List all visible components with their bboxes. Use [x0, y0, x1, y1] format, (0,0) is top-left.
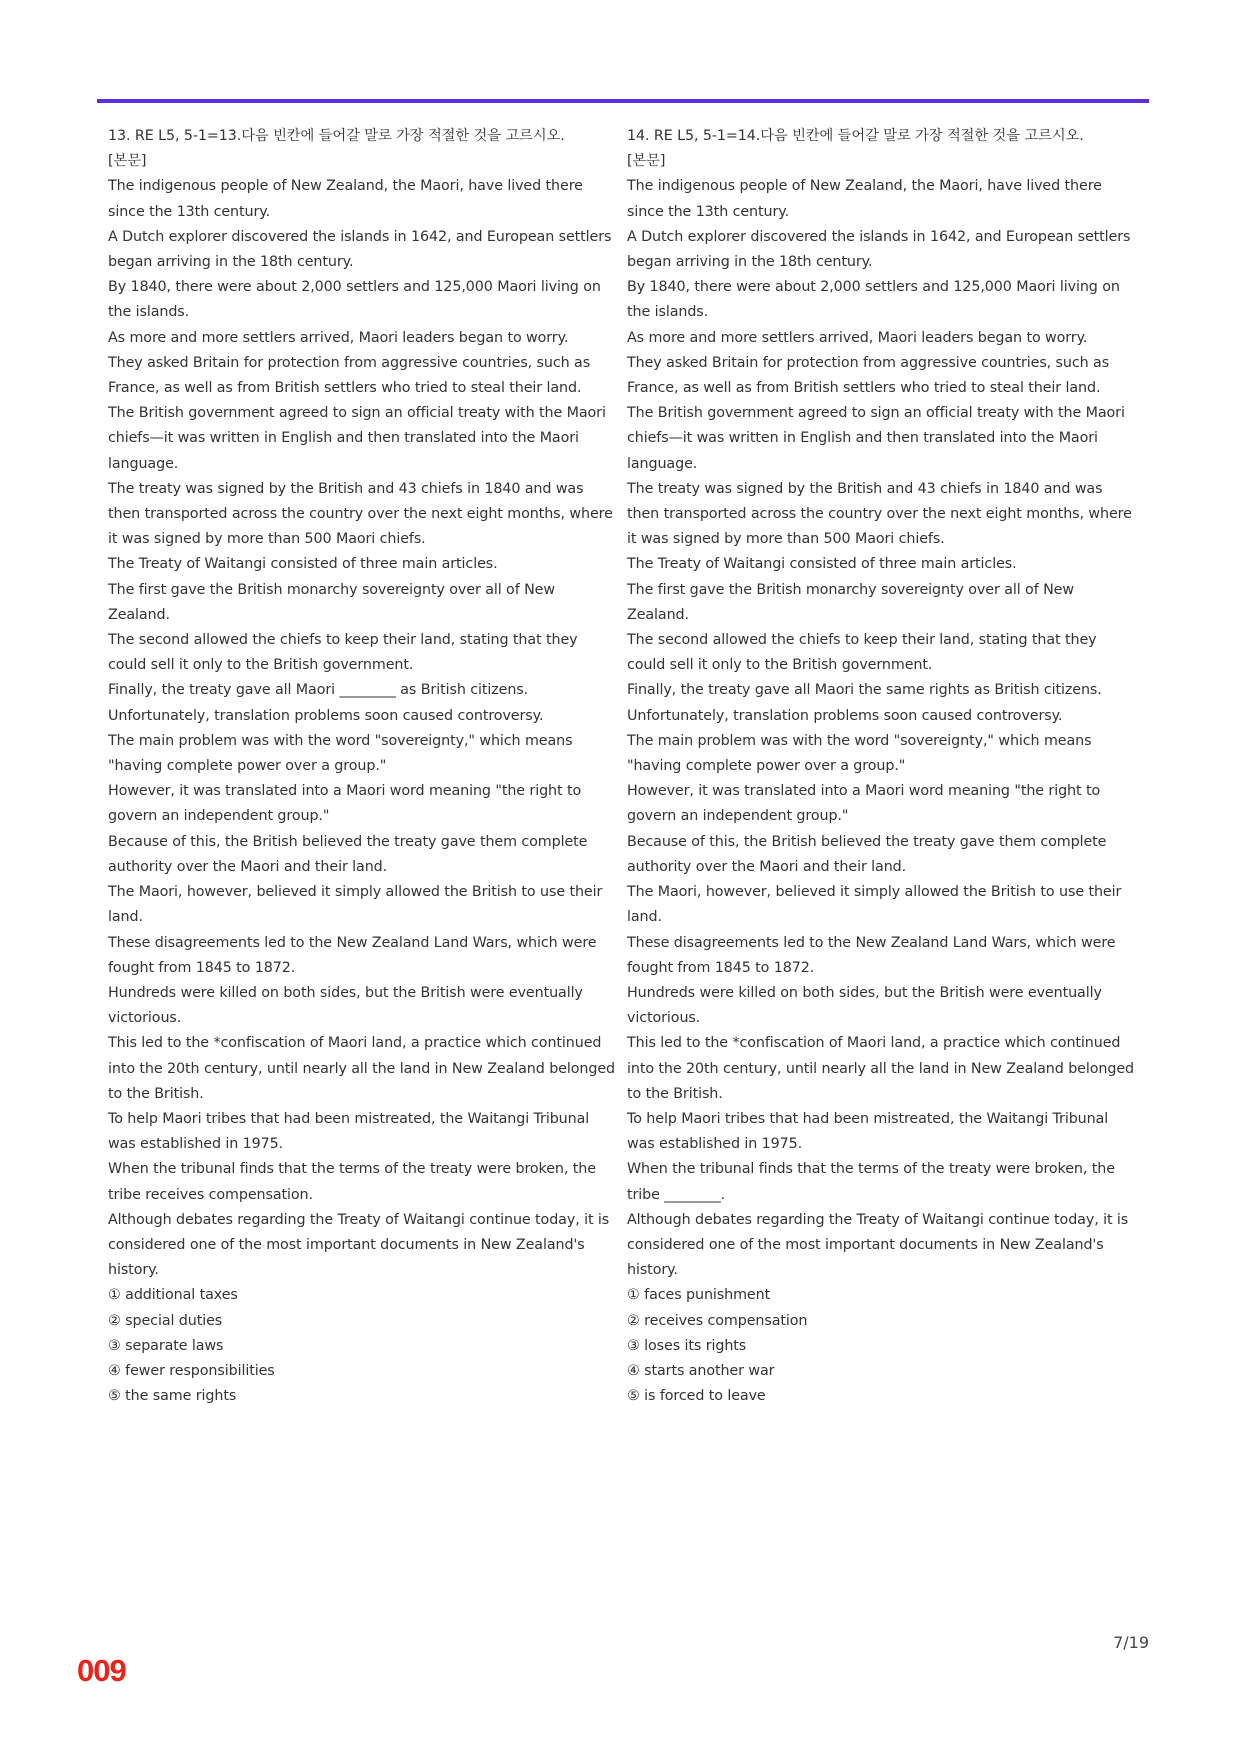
passage-line: The Maori, however, believed it simply allowed the British to use their land. — [108, 884, 603, 926]
passage-line: As more and more settlers arrived, Maori leaders began to worry. — [108, 329, 569, 346]
passage-line: The second allowed the chiefs to keep their land, stating that they could sell it only to the British government. — [627, 632, 1097, 674]
passage-label: [본문] — [108, 153, 147, 170]
passage-line: Finally, the treaty gave all Maori ________ as British citizens. — [108, 682, 529, 699]
header-rule — [97, 99, 1149, 103]
passage-line: Although debates regarding the Treaty of Waitangi continue today, it is considered one of the most important documents in New Zealand's history. — [627, 1211, 1129, 1279]
question-14-column — [627, 124, 1137, 1409]
passage-label: [본문] — [627, 153, 666, 170]
passage-line: Hundreds were killed on both sides, but the British were eventually victorious. — [627, 984, 1102, 1027]
passage-line: The second allowed the chiefs to keep their land, stating that they could sell it only to the British government. — [108, 632, 578, 674]
passage-line: Unfortunately, translation problems soon caused controversy. — [108, 707, 544, 724]
passage-line: A Dutch explorer discovered the islands in 1642, and European settlers began arriving in the 18th century. — [108, 228, 612, 271]
answer-choice: ② special duties — [108, 1312, 223, 1329]
passage-line: The British government agreed to sign an official treaty with the Maori chiefs—it was written in English and then translated into the Maori language. — [627, 405, 1125, 472]
answer-choice: ⑤ the same rights — [108, 1388, 237, 1405]
passage-line: The Treaty of Waitangi consisted of three main articles. — [627, 556, 1017, 573]
passage-line: However, it was translated into a Maori word meaning "the right to govern an independent group." — [108, 783, 582, 825]
answer-choice: ⑤ is forced to leave — [627, 1388, 766, 1405]
passage-line: Unfortunately, translation problems soon caused controversy. — [627, 707, 1063, 724]
passage-line: Although debates regarding the Treaty of Waitangi continue today, it is considered one of the most important documents in New Zealand's history. — [108, 1211, 610, 1279]
brand-logo: 009 — [77, 1653, 126, 1688]
answer-choice: ③ separate laws — [108, 1337, 224, 1354]
passage-line: To help Maori tribes that had been mistreated, the Waitangi Tribunal was established in 1975. — [108, 1110, 590, 1153]
question-header: 13. RE L5, 5-1=13.다음 빈칸에 들어갈 말로 가장 적절한 것을 고르시오. — [108, 128, 565, 144]
passage-line: They asked Britain for protection from aggressive countries, such as France, as well as from British settlers who tried to steal their land. — [108, 354, 591, 397]
answer-choice: ① faces punishment — [627, 1287, 771, 1304]
passage-line: The indigenous people of New Zealand, the Maori, have lived there since the 13th century. — [108, 178, 583, 220]
answer-choice: ④ starts another war — [627, 1362, 775, 1379]
passage-line: The first gave the British monarchy sovereignty over all of New Zealand. — [108, 581, 555, 623]
passage-line: These disagreements led to the New Zealand Land Wars, which were fought from 1845 to 1872. — [627, 934, 1116, 976]
passage-line: However, it was translated into a Maori word meaning "the right to govern an independent group." — [627, 783, 1101, 825]
passage-line: These disagreements led to the New Zealand Land Wars, which were fought from 1845 to 1872. — [108, 934, 597, 976]
passage-line: A Dutch explorer discovered the islands in 1642, and European settlers began arriving in the 18th century. — [627, 228, 1131, 271]
page-number: 7/19 — [1113, 1633, 1149, 1652]
passage-line: As more and more settlers arrived, Maori leaders began to worry. — [627, 329, 1088, 346]
passage-line: The main problem was with the word "sovereignty," which means "having complete power over a group." — [108, 732, 573, 775]
passage-line: This led to the *confiscation of Maori land, a practice which continued into the 20th century, until nearly all the land in New Zealand belonged to the British. — [108, 1035, 615, 1102]
answer-choice: ③ loses its rights — [627, 1337, 747, 1354]
passage-line: The main problem was with the word "sovereignty," which means "having complete power over a group." — [627, 732, 1092, 775]
question-header: 14. RE L5, 5-1=14.다음 빈칸에 들어갈 말로 가장 적절한 것을 고르시오. — [627, 128, 1084, 144]
passage-line: They asked Britain for protection from aggressive countries, such as France, as well as from British settlers who tried to steal their land. — [627, 354, 1110, 397]
passage-line: The Maori, however, believed it simply allowed the British to use their land. — [627, 884, 1122, 926]
passage-line: To help Maori tribes that had been mistreated, the Waitangi Tribunal was established in 1975. — [627, 1110, 1109, 1153]
passage-line: The first gave the British monarchy sovereignty over all of New Zealand. — [627, 581, 1074, 623]
passage-line: The Treaty of Waitangi consisted of three main articles. — [108, 556, 498, 573]
passage-line: This led to the *confiscation of Maori land, a practice which continued into the 20th century, until nearly all the land in New Zealand belonged to the British. — [627, 1035, 1134, 1102]
question-13-column — [108, 124, 618, 1409]
passage-line: Because of this, the British believed the treaty gave them complete authority over the Maori and their land. — [108, 833, 588, 875]
passage-line: The treaty was signed by the British and 43 chiefs in 1840 and was then transported across the country over the next eight months, where it was signed by more than 500 Maori chiefs. — [627, 480, 1132, 548]
answer-choice: ② receives compensation — [627, 1312, 808, 1329]
passage-line: By 1840, there were about 2,000 settlers and 125,000 Maori living on the islands. — [627, 279, 1120, 321]
answer-choice: ① additional taxes — [108, 1287, 238, 1304]
passage-line: By 1840, there were about 2,000 settlers and 125,000 Maori living on the islands. — [108, 279, 601, 321]
passage-line: The treaty was signed by the British and 43 chiefs in 1840 and was then transported across the country over the next eight months, where it was signed by more than 500 Maori chiefs. — [108, 480, 613, 548]
passage-line: When the tribunal finds that the terms of the treaty were broken, the tribe receives compensation. — [108, 1161, 596, 1203]
passage-line: Finally, the treaty gave all Maori the same rights as British citizens. — [627, 682, 1102, 699]
passage-line: Because of this, the British believed the treaty gave them complete authority over the Maori and their land. — [627, 833, 1107, 875]
passage-line: When the tribunal finds that the terms of the treaty were broken, the tribe ________. — [627, 1161, 1115, 1203]
passage-line: Hundreds were killed on both sides, but the British were eventually victorious. — [108, 984, 583, 1027]
passage-line: The British government agreed to sign an official treaty with the Maori chiefs—it was written in English and then translated into the Maori language. — [108, 405, 606, 472]
answer-choice: ④ fewer responsibilities — [108, 1362, 275, 1379]
passage-line: The indigenous people of New Zealand, the Maori, have lived there since the 13th century. — [627, 178, 1102, 220]
